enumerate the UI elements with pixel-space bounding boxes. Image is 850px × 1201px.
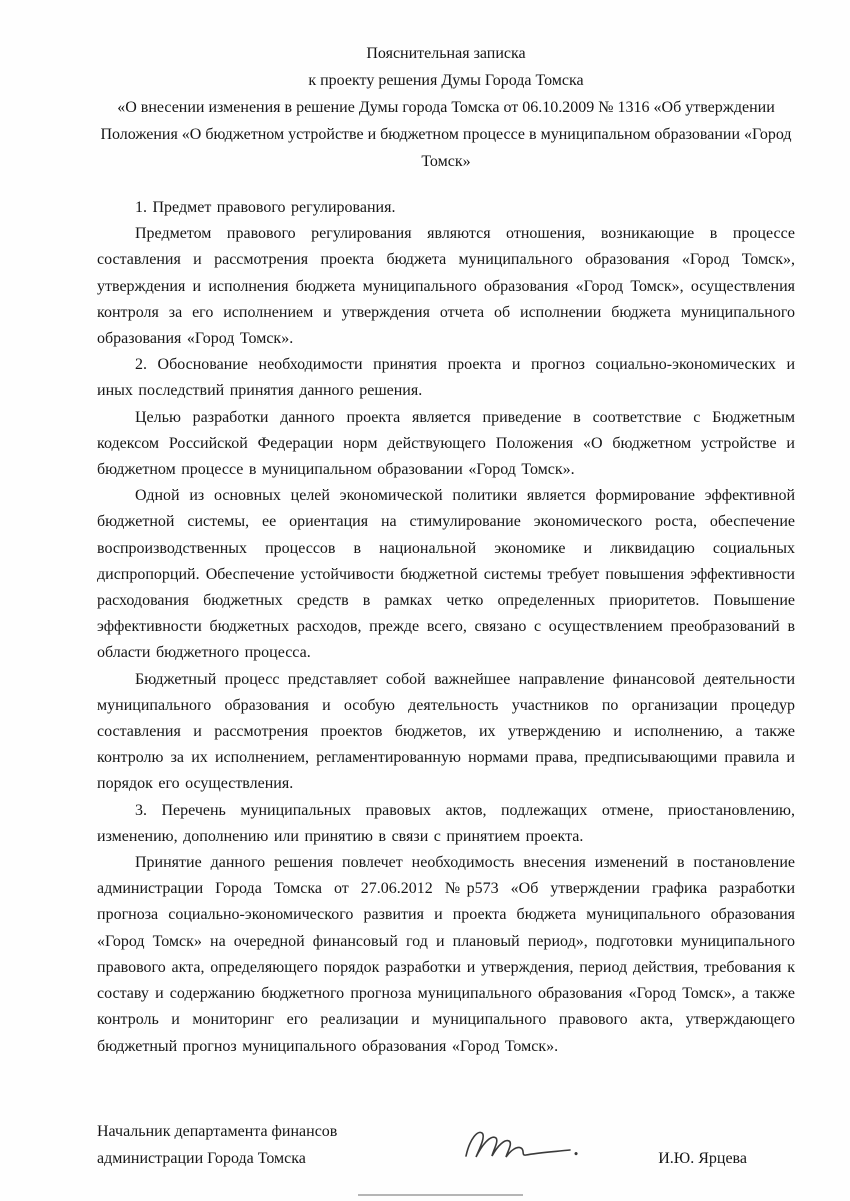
title-line-3: «О внесении изменения в решение Думы города Томска от 06.10.2009 № 1316 «Об утверждении Положения «О бюджетном устройстве и бюджетном процессе в муниципальном образовании «Город Томск»	[100, 99, 792, 170]
paragraph-section-3-heading: 3. Перечень муниципальных правовых актов, подлежащих отмене, приостановлению, изменению, дополнению или принятию в связи с принятием проекта.	[97, 801, 795, 845]
signature-area	[397, 1122, 658, 1172]
paragraph-section-2-heading: 2. Обоснование необходимости принятия проекта и прогноз социально-экономических и иных последствий принятия данного решения.	[97, 356, 795, 400]
title-line-2: к проекту решения Думы Города Томска	[308, 72, 584, 89]
handwritten-signature-icon	[458, 1122, 598, 1170]
signatory-position	[97, 1118, 397, 1172]
signature-block	[97, 1118, 795, 1172]
document-body	[97, 195, 795, 1060]
signatory-position-line-1: Начальник департамента финансов	[97, 1122, 338, 1140]
paragraph: Бюджетный процесс представляет собой важнейшее направление финансовой деятельности муниципального образования и особую деятельность участников по организации процедур составления и рассмотрения проектов бюджетов, их утверждению и исполнению, а также контролю за их исполнением, регламентированную нормами права, предписывающими правила и порядок его осуществления.	[97, 670, 795, 793]
paragraph: Одной из основных целей экономической политики является формирование эффективной бюджетной системы, ее ориентация на стимулирование экономического роста, обеспечение воспроизводственных процессов в национальной экономике и ликвидацию социальных диспропорций. Обеспечение устойчивости бюджетной системы требует повышения эффективности расходования бюджетных средств в рамках четко определенных приоритетов. Повышение эффективности бюджетных расходов, прежде всего, связано с осуществлением преобразований в области бюджетного процесса.	[97, 487, 795, 662]
document-title	[97, 40, 795, 175]
signatory-position-line-2: администрации Города Томска	[97, 1149, 306, 1167]
paragraph-section-1-heading: 1. Предмет правового регулирования.	[135, 199, 396, 216]
title-line-1: Пояснительная записка	[366, 45, 526, 62]
signatory-name: И.Ю. Ярцева	[658, 1149, 747, 1167]
paragraph: Целью разработки данного проекта является приведение в соответствие с Бюджетным кодексом Российской Федерации норм действующего Положения «О бюджетном устройстве и бюджетном процессе в муниципальном образовании «Город Томск».	[97, 408, 795, 479]
scan-artifact-line	[358, 1194, 523, 1196]
paragraph: Предметом правового регулирования являются отношения, возникающие в процессе составления и рассмотрения проекта бюджета муниципального образования «Город Томск», утверждения и исполнения бюджета муниципального образования «Город Томск», осуществления контроля за его исполнением и утверждения отчета об исполнении бюджета муниципального образования «Город Томск».	[97, 225, 795, 348]
paragraph: Принятие данного решения повлечет необходимость внесения изменений в постановление администрации Города Томска от 27.06.2012 №р573 «Об утверждении графика разработки прогноза социально-экономического развития и проекта бюджета муниципального образования «Город Томск» на очередной финансовый год и плановый период», подготовки муниципального правового акта, определяющего порядок разработки и утверждения, период действия, требования к составу и содержанию бюджетного прогноза муниципального образования «Город Томск», а также контроль и мониторинг его реализации и муниципального правового акта, утверждающего бюджетный прогноз муниципального образования «Город Томск».	[97, 854, 795, 1055]
